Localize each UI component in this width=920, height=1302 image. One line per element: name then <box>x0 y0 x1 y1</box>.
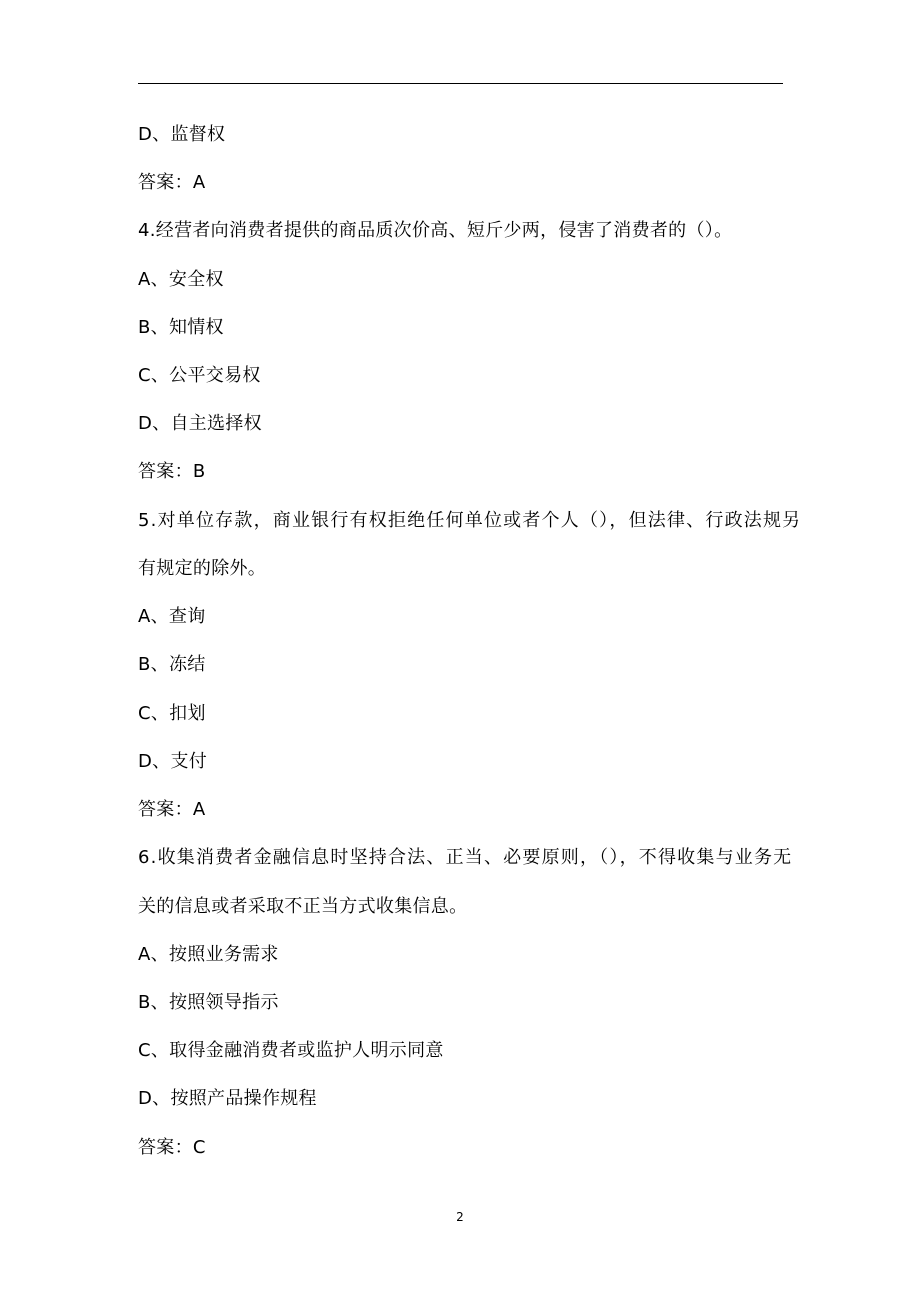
option-b-q4: B、知情权 <box>138 317 224 338</box>
option-a-q6: A、按照业务需求 <box>138 944 279 965</box>
option-a-q4: A、安全权 <box>138 269 224 290</box>
question-6-line-1: 6.收集消费者金融信息时坚持合法、正当、必要原则，（），不得收集与业务无 <box>138 847 793 868</box>
answer-q5: 答案：A <box>138 799 206 820</box>
option-d-q6: D、按照产品操作规程 <box>138 1088 317 1109</box>
answer-q4: 答案：B <box>138 461 206 482</box>
option-c-q6: C、取得金融消费者或监护人明示同意 <box>138 1040 444 1061</box>
answer-q6: 答案：C <box>138 1137 206 1158</box>
option-d-q4: D、自主选择权 <box>138 413 262 434</box>
option-d-q3: D、监督权 <box>138 124 226 145</box>
question-6-line-2: 关的信息或者采取不正当方式收集信息。 <box>138 896 468 917</box>
answer-q3: 答案：A <box>138 172 206 193</box>
question-5-line-2: 有规定的除外。 <box>138 558 267 579</box>
option-a-q5: A、查询 <box>138 606 206 627</box>
question-5-line-1: 5.对单位存款，商业银行有权拒绝任何单位或者个人（），但法律、行政法规另 <box>138 510 802 531</box>
question-4: 4.经营者向消费者提供的商品质次价高、短斤少两，侵害了消费者的（）。 <box>138 220 733 241</box>
option-d-q5: D、支付 <box>138 751 208 772</box>
page-number: 2 <box>456 1210 464 1224</box>
option-b-q6: B、按照领导指示 <box>138 992 279 1013</box>
option-b-q5: B、冻结 <box>138 654 206 675</box>
header-rule <box>138 83 783 84</box>
option-c-q5: C、扣划 <box>138 703 206 724</box>
option-c-q4: C、公平交易权 <box>138 365 261 386</box>
